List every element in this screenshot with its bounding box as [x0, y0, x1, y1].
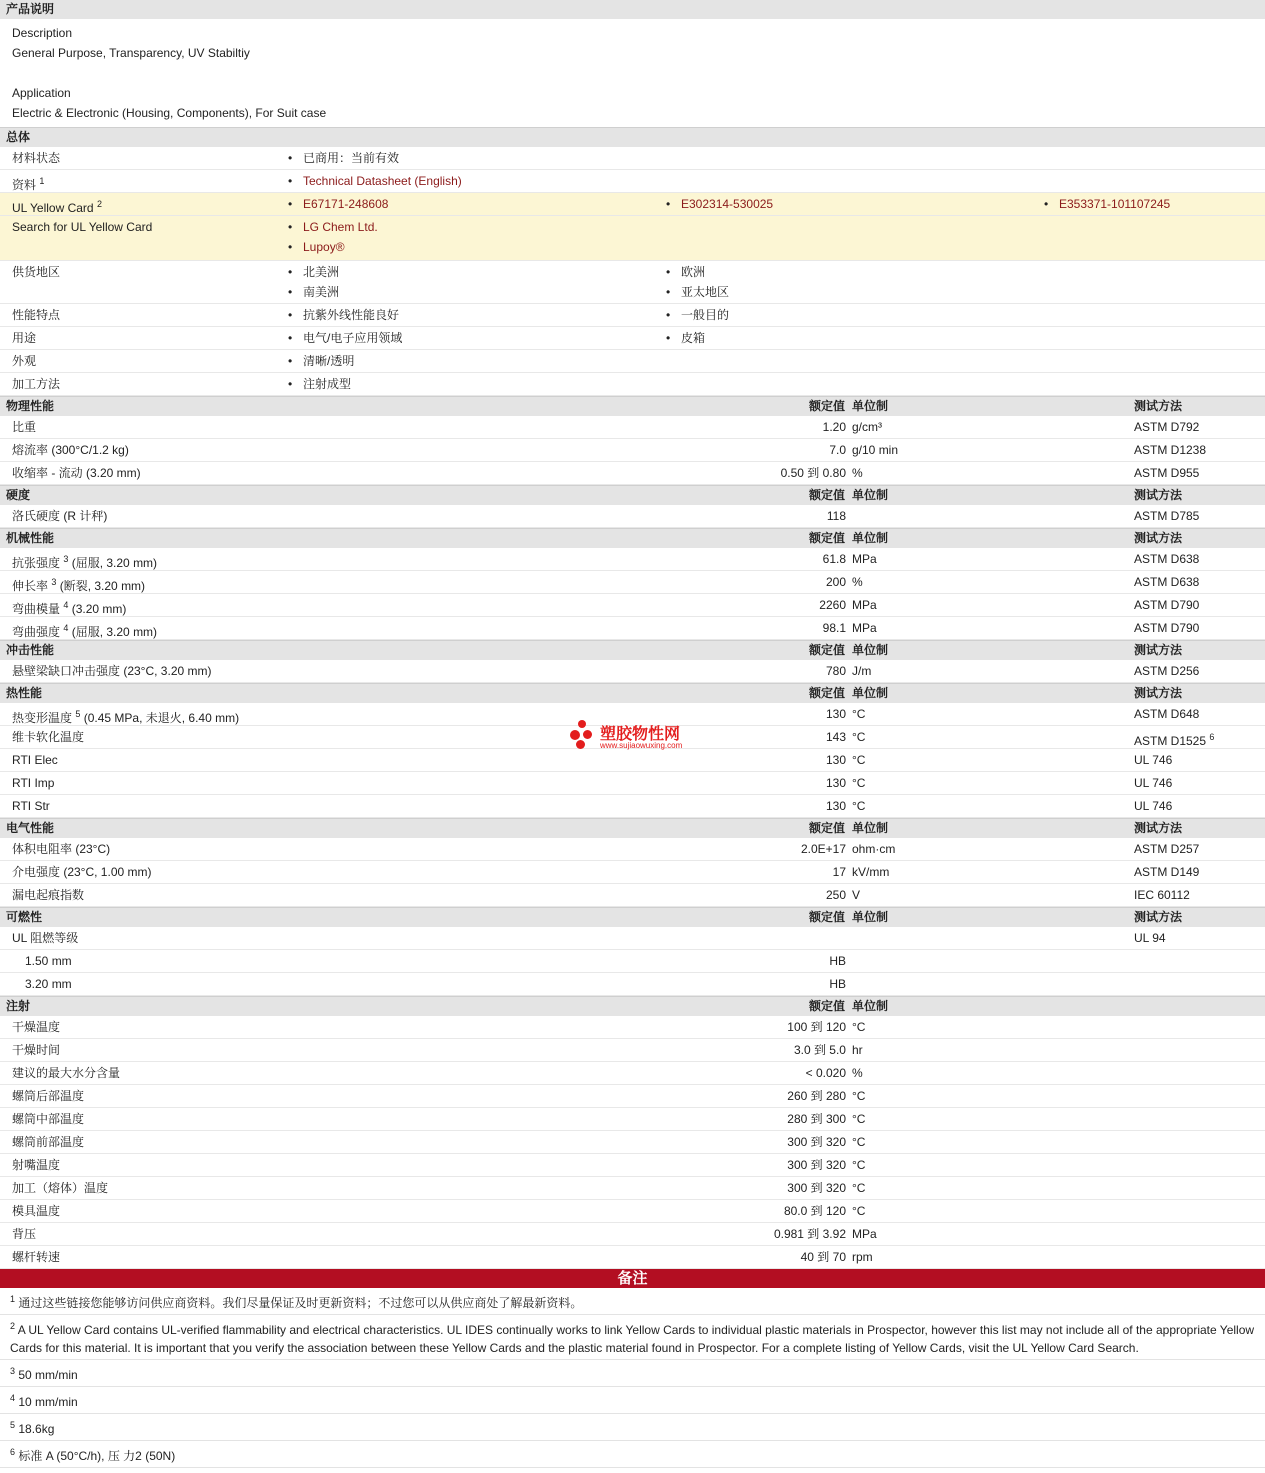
test-method: UL 746: [1134, 753, 1173, 767]
property-unit: °C: [852, 1158, 866, 1172]
ul-card-link[interactable]: E302314-530025: [681, 197, 774, 211]
property-row: [0, 1062, 1265, 1085]
property-value: 780: [825, 664, 846, 678]
test-method: UL 94: [1134, 931, 1166, 945]
note-text: 10 mm/min: [18, 1395, 78, 1409]
property-label: 伸长率 $^3$ (断裂, 3.20 mm): [12, 577, 146, 593]
section-injection: [0, 996, 1265, 1016]
status-value: • 已商用：当前有效: [288, 147, 399, 169]
row-label: 性能特点: [12, 308, 61, 322]
appearance-value: • 清晰/透明: [288, 350, 354, 372]
property-value: 280 到 300: [787, 1112, 846, 1126]
property-unit: °C: [852, 1204, 866, 1218]
note-item: [0, 1414, 1265, 1441]
property-label: 螺杆转速: [12, 1250, 61, 1264]
property-label: 弯曲强度 $^4$ (屈服, 3.20 mm): [12, 623, 158, 639]
property-value: 300 到 320: [787, 1135, 846, 1149]
note-item: [0, 1441, 1265, 1468]
section-mechanical: [0, 528, 1265, 548]
property-row: [0, 1154, 1265, 1177]
col-header-value: 额定值: [808, 488, 845, 502]
footnote-ref: 4: [63, 600, 69, 610]
property-row: [0, 795, 1265, 818]
ul-card-item: [1044, 193, 1170, 215]
property-unit: g/10 min: [852, 443, 899, 457]
property-value: 0.50 到 0.80: [780, 466, 846, 480]
property-row: [0, 927, 1265, 950]
property-label: 介电强度 (23°C, 1.00 mm): [12, 865, 152, 879]
docs-row: [0, 170, 1265, 193]
col-header-method: 测试方法: [1134, 686, 1183, 700]
search-link[interactable]: LG Chem Ltd.: [303, 220, 378, 234]
section-title: 热性能: [6, 686, 43, 700]
property-unit: °C: [852, 1112, 866, 1126]
property-unit: °C: [852, 799, 866, 813]
test-method: ASTM D1525 $^6$: [1134, 732, 1215, 748]
region-item: • 亚太地区: [666, 281, 729, 303]
property-label: 熔流率 (300°C/1.2 kg): [12, 443, 129, 457]
note-number: 2: [10, 1321, 16, 1331]
section-title: 机械性能: [6, 531, 55, 545]
supply-region-row: [0, 261, 1265, 304]
material-status-row: [0, 147, 1265, 170]
test-method: ASTM D257: [1134, 842, 1200, 856]
ul-yellow-card-row: [0, 193, 1265, 216]
property-unit: ohm·cm: [852, 842, 896, 856]
feature-item: • 一般目的: [666, 304, 729, 326]
property-row: [0, 1246, 1265, 1269]
test-method: ASTM D638: [1134, 575, 1200, 589]
row-label: 外观: [12, 354, 37, 368]
col-header-value: 额定值: [808, 910, 845, 924]
property-label: 干燥时间: [12, 1043, 61, 1057]
property-unit: g/cm³: [852, 420, 882, 434]
col-header-unit: 单位制: [852, 399, 889, 413]
col-header-value: 额定值: [808, 643, 845, 657]
property-value: 260 到 280: [787, 1089, 846, 1103]
property-value: 130: [825, 753, 846, 767]
col-header-value: 额定值: [808, 999, 845, 1013]
col-header-value: 额定值: [808, 399, 845, 413]
section-title: 注射: [6, 999, 31, 1013]
property-unit: °C: [852, 1089, 866, 1103]
property-value: HB: [829, 954, 846, 968]
property-row: [0, 838, 1265, 861]
ul-card-item: [288, 193, 388, 215]
col-header-unit: 单位制: [852, 999, 889, 1013]
property-label: 热变形温度 $^5$ (0.45 MPa, 未退火, 6.40 mm): [12, 709, 240, 725]
property-label: 螺筒后部温度: [12, 1089, 85, 1103]
property-value: 3.0 到 5.0: [793, 1043, 846, 1057]
property-value: 100 到 120: [787, 1020, 846, 1034]
property-unit: kV/mm: [852, 865, 890, 879]
section-general: [0, 127, 1265, 147]
property-value: 17: [832, 865, 846, 879]
property-label: 螺筒前部温度: [12, 1135, 85, 1149]
uses-row: [0, 327, 1265, 350]
property-label: RTI Str: [12, 799, 50, 813]
row-label: 材料状态: [12, 151, 61, 165]
col-header-method: 测试方法: [1134, 488, 1183, 502]
property-row: [0, 505, 1265, 528]
col-header-method: 测试方法: [1134, 399, 1183, 413]
property-unit: rpm: [852, 1250, 873, 1264]
footnote-ref: 3: [51, 577, 57, 587]
property-label: 干燥温度: [12, 1020, 61, 1034]
property-label: 螺筒中部温度: [12, 1112, 85, 1126]
note-item: [0, 1387, 1265, 1414]
property-unit: °C: [852, 1135, 866, 1149]
col-header-unit: 单位制: [852, 686, 889, 700]
test-method: ASTM D256: [1134, 664, 1200, 678]
property-value: 130: [825, 799, 846, 813]
property-label: UL 阻燃等级: [12, 931, 79, 945]
notes-list: [0, 1288, 1265, 1468]
row-label: 资料 $^1$: [12, 176, 45, 192]
section-flammability: [0, 907, 1265, 927]
note-number: 1: [10, 1294, 16, 1304]
property-value: 200: [825, 575, 846, 589]
note-number: 4: [10, 1393, 16, 1403]
property-row: [0, 1016, 1265, 1039]
property-label: 1.50 mm: [25, 954, 72, 968]
property-label: 背压: [12, 1227, 37, 1241]
property-unit: V: [852, 888, 861, 902]
section-title: 总体: [6, 130, 31, 144]
application-text: Electric & Electronic (Housing, Components), For Suit case: [12, 106, 327, 120]
test-method: IEC 60112: [1134, 888, 1190, 902]
property-row: [0, 1131, 1265, 1154]
property-label: 3.20 mm: [25, 977, 72, 991]
property-unit: J/m: [852, 664, 872, 678]
property-label: 建议的最大水分含量: [12, 1066, 121, 1080]
watermark-text: 塑胶物性网: [600, 723, 681, 743]
section-impact: [0, 640, 1265, 660]
logo-dots-icon: [570, 720, 598, 750]
property-value: 0.981 到 3.92: [773, 1227, 846, 1241]
section-product: [0, 0, 1265, 19]
note-number: 3: [10, 1366, 16, 1376]
test-method: ASTM D648: [1134, 707, 1200, 721]
process-method-row: [0, 373, 1265, 396]
section-title: 可燃性: [6, 910, 43, 924]
section-title: 硬度: [6, 488, 31, 502]
col-header-method: 测试方法: [1134, 531, 1183, 545]
property-label: 模具温度: [12, 1204, 61, 1218]
col-header-unit: 单位制: [852, 488, 889, 502]
row-label: 加工方法: [12, 377, 61, 391]
property-row: [0, 1200, 1265, 1223]
property-value: 1.20: [822, 420, 846, 434]
property-unit: MPa: [852, 552, 877, 566]
row-label: 供货地区: [12, 265, 61, 279]
property-row: [0, 594, 1265, 617]
footnote-ref: 4: [63, 623, 69, 633]
col-header-method: 测试方法: [1134, 910, 1183, 924]
ul-search-row: [0, 216, 1265, 261]
section-title: 产品说明: [6, 2, 55, 16]
property-row: [0, 772, 1265, 795]
watermark-url: www.sujiaowuxing.com: [600, 740, 683, 750]
col-header-method: 测试方法: [1134, 821, 1183, 835]
property-value: 250: [825, 888, 846, 902]
use-item: • 电气/电子应用领域: [288, 327, 402, 349]
search-link[interactable]: Lupoy®: [303, 240, 345, 254]
property-row: [0, 439, 1265, 462]
row-label: Search for UL Yellow Card: [12, 220, 153, 234]
property-row: [0, 462, 1265, 485]
property-label: 弯曲模量 $^4$ (3.20 mm): [12, 600, 127, 616]
property-unit: MPa: [852, 621, 877, 635]
property-value: 40 到 70: [800, 1250, 846, 1264]
region-item: • 南美洲: [288, 281, 339, 303]
property-row: [0, 973, 1265, 996]
property-value: 98.1: [822, 621, 846, 635]
property-row: [0, 861, 1265, 884]
note-text: A UL Yellow Card contains UL-verified flammability and electrical characteristics. UL IDES continually works to link Yellow Cards to individual plastic materials in Prospector, however this list may not include all of the appropriate Yellow Cards for this material. It is important that you verify the association between these Yellow Cards and the plastic material found in Prospector. For a complete listing of Yellow Cards, visit the UL Yellow Card Search.: [10, 1323, 1255, 1355]
col-header-value: 额定值: [808, 686, 845, 700]
datasheet-link-item: [288, 170, 462, 192]
search-link-item: [288, 216, 378, 238]
property-unit: MPa: [852, 1227, 877, 1241]
property-value: HB: [829, 977, 846, 991]
property-label: RTI Imp: [12, 776, 55, 790]
note-item: [0, 1288, 1265, 1315]
property-value: < 0.020: [805, 1066, 846, 1080]
property-value: 130: [825, 707, 846, 721]
property-unit: %: [852, 1066, 863, 1080]
process-value: • 注射成型: [288, 373, 351, 395]
property-unit: °C: [852, 753, 866, 767]
property-label: 维卡软化温度: [12, 730, 85, 744]
property-unit: °C: [852, 776, 866, 790]
test-method: ASTM D1238: [1134, 443, 1207, 457]
property-value: 61.8: [822, 552, 846, 566]
property-unit: %: [852, 466, 863, 480]
ul-card-link[interactable]: E353371-101107245: [1059, 197, 1171, 211]
note-text: 50 mm/min: [18, 1368, 78, 1382]
footnote-ref: 3: [63, 554, 69, 564]
property-value: 118: [826, 509, 846, 523]
note-number: 5: [10, 1420, 16, 1430]
property-unit: hr: [852, 1043, 863, 1057]
section-title: 物理性能: [6, 399, 55, 413]
row-label: UL Yellow Card $^2$: [12, 199, 102, 215]
test-method: ASTM D149: [1134, 865, 1200, 879]
col-header-method: 测试方法: [1134, 643, 1183, 657]
row-label: 用途: [12, 331, 37, 345]
section-electrical: [0, 818, 1265, 838]
section-hardness: [0, 485, 1265, 505]
use-item: • 皮箱: [666, 327, 705, 349]
property-row: [0, 617, 1265, 640]
section-title: 电气性能: [6, 821, 55, 835]
section-title: 冲击性能: [6, 643, 55, 657]
section-thermal: [0, 683, 1265, 703]
property-label: 比重: [12, 420, 37, 434]
property-label: 射嘴温度: [12, 1158, 61, 1172]
appearance-row: [0, 350, 1265, 373]
footnote-ref: 6: [1209, 732, 1215, 742]
datasheet-link[interactable]: Technical Datasheet (English): [303, 174, 462, 188]
property-value: 300 到 320: [787, 1158, 846, 1172]
property-row: [0, 749, 1265, 772]
note-text: 18.6kg: [18, 1422, 55, 1436]
col-header-unit: 单位制: [852, 531, 889, 545]
col-header-unit: 单位制: [852, 643, 889, 657]
region-item: • 北美洲: [288, 261, 339, 283]
property-unit: °C: [852, 1181, 866, 1195]
property-unit: MPa: [852, 598, 877, 612]
property-label: 洛氏硬度 (R 计秤): [12, 509, 108, 523]
property-label: 加工（熔体）温度: [12, 1181, 109, 1195]
description-label: Description: [12, 26, 73, 40]
property-row: [0, 571, 1265, 594]
ul-card-item: [666, 193, 773, 215]
property-row: [0, 884, 1265, 907]
property-label: 体积电阻率 (23°C): [12, 842, 111, 856]
search-link-item: [288, 236, 345, 258]
property-value: 80.0 到 120: [783, 1204, 846, 1218]
test-method: UL 746: [1134, 776, 1173, 790]
ul-card-link[interactable]: E67171-248608: [303, 197, 389, 211]
test-method: ASTM D638: [1134, 552, 1200, 566]
property-row: [0, 660, 1265, 683]
note-text: 标准 A (50°C/h), 压 力2 (50N): [18, 1449, 176, 1463]
col-header-value: 额定值: [808, 531, 845, 545]
property-value: 2260: [819, 598, 846, 612]
property-value: 300 到 320: [787, 1181, 846, 1195]
test-method: ASTM D792: [1134, 420, 1200, 434]
property-value: 2.0E+17: [800, 842, 846, 856]
property-unit: °C: [852, 707, 866, 721]
test-method: UL 746: [1134, 799, 1173, 813]
property-row: [0, 416, 1265, 439]
note-item: [0, 1360, 1265, 1387]
footnote-ref: 5: [75, 709, 81, 719]
property-unit: %: [852, 575, 863, 589]
property-value: 7.0: [829, 443, 846, 457]
notes-header: 备注: [0, 1269, 1265, 1288]
property-row: [0, 1085, 1265, 1108]
property-row: [0, 950, 1265, 973]
description-text: General Purpose, Transparency, UV Stabiltiy: [12, 46, 250, 60]
property-value: 143: [825, 730, 846, 744]
section-physical: [0, 396, 1265, 416]
property-unit: °C: [852, 730, 866, 744]
property-value: 130: [825, 776, 846, 790]
property-label: 悬壁梁缺口冲击强度 (23°C, 3.20 mm): [12, 664, 212, 678]
features-row: [0, 304, 1265, 327]
property-label: 收缩率 - 流动 (3.20 mm): [12, 466, 141, 480]
property-row: [0, 1108, 1265, 1131]
product-description-block: [0, 19, 1265, 127]
property-label: 漏电起痕指数: [12, 888, 85, 902]
region-item: • 欧洲: [666, 261, 705, 283]
note-item: [0, 1315, 1265, 1360]
property-row: [0, 1177, 1265, 1200]
property-row: [0, 1223, 1265, 1246]
test-method: ASTM D955: [1134, 466, 1200, 480]
property-label: 抗张强度 $^3$ (屈服, 3.20 mm): [12, 554, 158, 570]
test-method: ASTM D785: [1134, 509, 1200, 523]
test-method: ASTM D790: [1134, 621, 1200, 635]
property-unit: °C: [852, 1020, 866, 1034]
note-text: 通过这些链接您能够访问供应商资料。我们尽量保证及时更新资料；不过您可以从供应商处了解最新资料。: [18, 1296, 583, 1310]
col-header-value: 额定值: [808, 821, 845, 835]
note-number: 6: [10, 1447, 16, 1457]
test-method: ASTM D790: [1134, 598, 1200, 612]
property-label: RTI Elec: [12, 753, 58, 767]
property-row: [0, 548, 1265, 571]
feature-item: • 抗紫外线性能良好: [288, 304, 399, 326]
col-header-unit: 单位制: [852, 821, 889, 835]
col-header-unit: 单位制: [852, 910, 889, 924]
application-label: Application: [12, 86, 71, 100]
property-row: [0, 1039, 1265, 1062]
watermark-logo: [570, 720, 682, 750]
